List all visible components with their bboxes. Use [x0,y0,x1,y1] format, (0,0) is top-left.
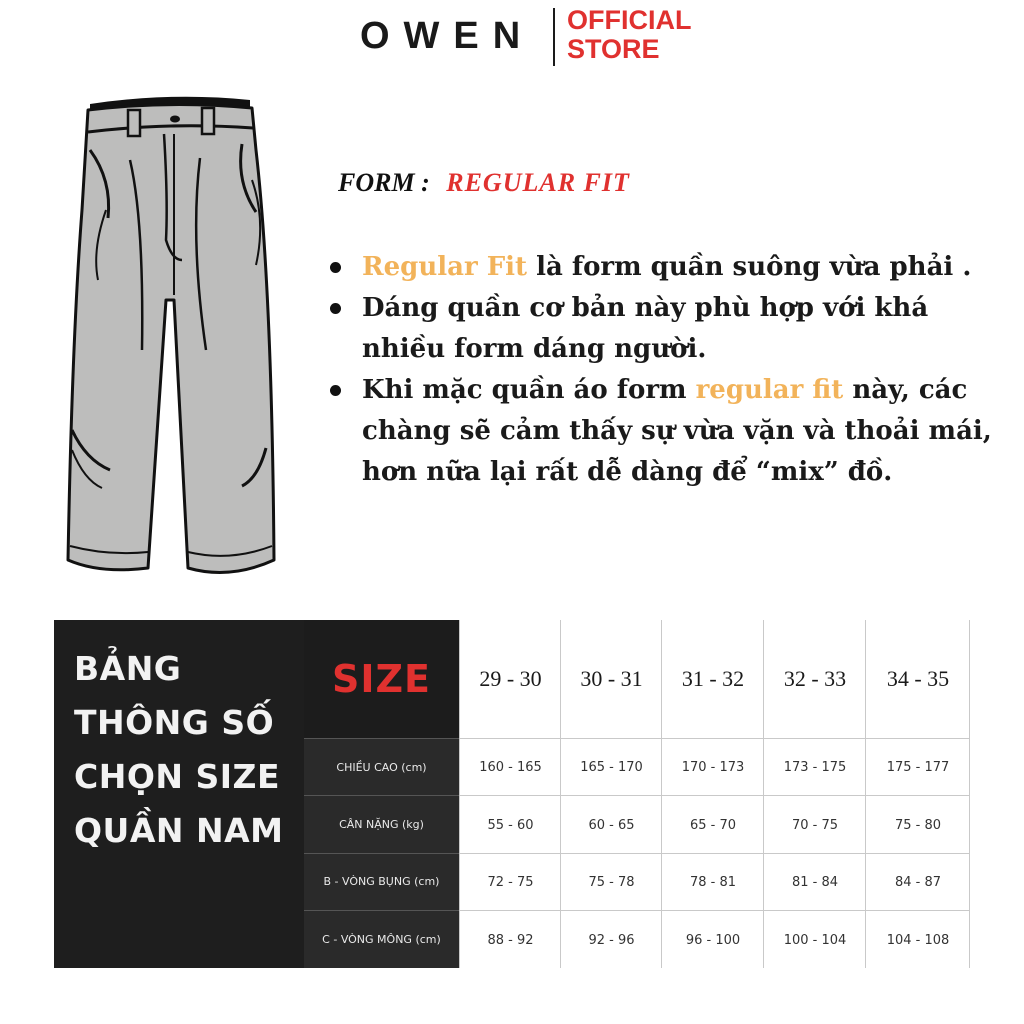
table-cell: 160 - 165 [460,738,561,796]
row-label: B - VÒNG BỤNG (cm) [304,853,459,910]
grid-right-border [969,620,970,968]
size-column [763,620,866,968]
fit-description-list [326,247,1016,493]
logo-store-line1: OFFICIAL [567,5,692,35]
size-header: 29 - 30 [479,666,542,691]
size-column [560,620,662,968]
table-cell: 92 - 96 [561,910,662,969]
table-cell: 96 - 100 [662,910,764,969]
table-cell: 100 - 104 [764,910,866,969]
table-cell: 75 - 78 [561,853,662,911]
row-label: CHIỀU CAO (cm) [304,738,459,796]
bullet-text: Dáng quần cơ bản này phù hợp với khá nhiều form dáng người. [362,293,929,364]
table-cell: 72 - 75 [460,853,561,911]
size-column [661,620,764,968]
title-line: THÔNG SỐ [74,703,275,742]
table-cell: 173 - 175 [764,738,866,796]
table-cell: 175 - 177 [866,738,970,796]
table-cell: 65 - 70 [662,795,764,854]
bullet-dot-icon [330,262,341,273]
bullet-item [326,370,1016,493]
size-chart-table [54,620,970,968]
form-heading [338,166,630,200]
size-header: 32 - 33 [783,666,847,691]
bullet-text: Khi mặc quần áo form [362,375,696,405]
logo-store-text [567,6,691,64]
logo-brand-text: OWEN [360,15,535,57]
bullet-dot-icon [330,303,341,314]
size-header: 30 - 31 [580,666,643,691]
size-header: 34 - 35 [886,666,950,691]
bullet-highlight: Regular Fit [362,252,528,282]
table-cell: 165 - 170 [561,738,662,796]
bullet-highlight: regular fit [695,375,844,405]
size-header-label: SIZE [331,657,432,701]
size-header-cell [304,620,459,738]
table-cell: 60 - 65 [561,795,662,854]
size-chart-title [74,642,284,858]
logo-divider [553,8,555,66]
row-label: C - VÒNG MÔNG (cm) [304,910,459,968]
brand-logo [360,0,710,70]
pants-illustration [60,90,285,585]
size-header: 31 - 32 [681,666,745,691]
size-chart-title-panel [54,620,304,968]
size-column [459,620,561,968]
bullet-text: là form quần suông vừa phải . [527,252,972,282]
row-label: CÂN NẶNG (kg) [304,795,459,854]
table-cell: 78 - 81 [662,853,764,911]
table-cell: 170 - 173 [662,738,764,796]
bullet-item [326,247,1016,288]
bullet-text: này, các chàng sẽ cảm thấy sự vừa vặn và thoải mái, hơn nữa lại rất dễ dàng để “mix” đồ. [362,375,992,487]
form-label: FORM [338,168,415,197]
size-column [865,620,970,968]
title-line: BẢNG [74,649,182,688]
table-cell: 84 - 87 [866,853,970,911]
form-value: REGULAR FIT [446,168,630,197]
table-cell: 75 - 80 [866,795,970,854]
size-values-grid [459,620,970,968]
table-cell: 88 - 92 [460,910,561,969]
logo-store-line2: STORE [567,34,660,64]
row-label-column [304,620,459,968]
title-line: QUẦN NAM [74,811,284,850]
table-cell: 81 - 84 [764,853,866,911]
bullet-item [326,288,1016,370]
form-colon: : [421,168,430,197]
table-cell: 70 - 75 [764,795,866,854]
table-cell: 104 - 108 [866,910,970,969]
bullet-dot-icon [330,385,341,396]
table-cell: 55 - 60 [460,795,561,854]
title-line: CHỌN SIZE [74,757,281,796]
